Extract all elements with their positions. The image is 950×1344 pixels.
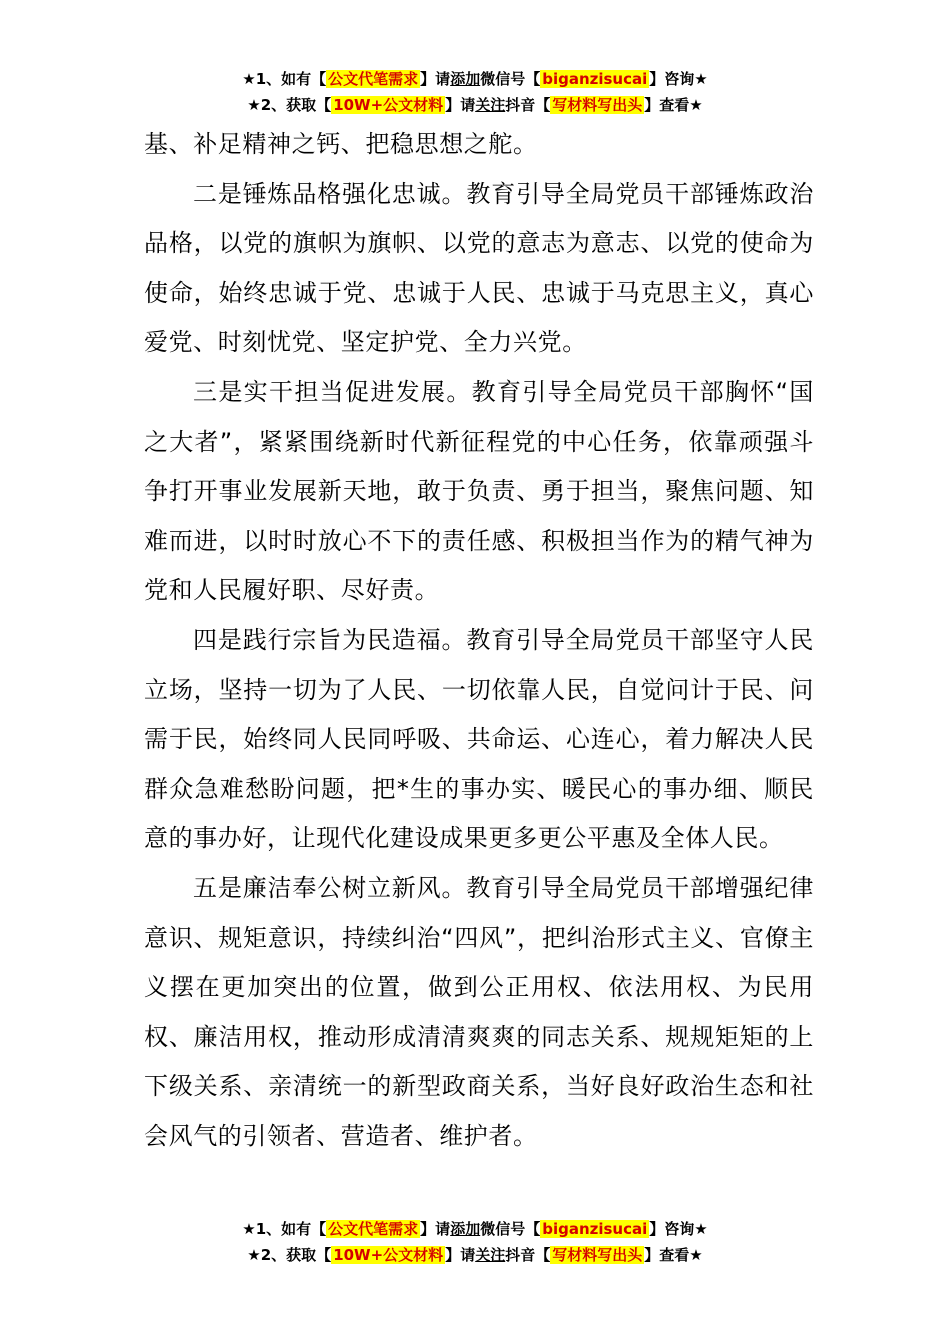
- banner-line-1: [0, 1216, 950, 1242]
- banner-highlight: 公文代笔需求: [328, 1220, 419, 1238]
- paragraph-continuation: 基、补足精神之钙、把稳思想之舵。: [144, 130, 538, 158]
- banner-text-underlined: 添加: [450, 70, 481, 88]
- banner-highlight: 10W+公文材料: [333, 96, 444, 114]
- banner-text: 抖音【: [505, 1246, 551, 1264]
- banner-text: ★2、获取【: [247, 96, 332, 114]
- banner-line-1: [0, 66, 950, 92]
- banner-text-underlined: 添加: [450, 1220, 481, 1238]
- banner-text: 】请: [420, 1220, 451, 1238]
- banner-text-underlined: 关注: [475, 1246, 506, 1264]
- banner-wechat-id: biganzisucai: [542, 70, 648, 88]
- banner-text: 】查看★: [644, 96, 703, 114]
- banner-text: 微信号【: [480, 70, 541, 88]
- header-banner: [0, 66, 950, 118]
- banner-highlight: 10W+公文材料: [333, 1246, 444, 1264]
- banner-text: 】请: [420, 70, 451, 88]
- paragraph-4: 四是践行宗旨为民造福。教育引导全局党员干部坚守人民立场，坚持一切为了人民、一切依靠人民，自觉问计于民、问需于民，始终同人民同呼吸、共命运、心连心，着力解决人民群众急难愁盼问题，把*生的事办实、暖民心的事办细、顺民意的事办好，让现代化建设成果更多更公平惠及全体人民。: [144, 625, 814, 853]
- banner-text: ★1、如有【: [242, 1220, 327, 1238]
- banner-douyin-account: 写材料写出头: [552, 96, 643, 114]
- banner-wechat-id: biganzisucai: [542, 1220, 648, 1238]
- banner-text-underlined: 关注: [475, 96, 506, 114]
- banner-highlight: 公文代笔需求: [328, 70, 419, 88]
- banner-text: 抖音【: [505, 96, 551, 114]
- banner-text: 】请: [445, 1246, 476, 1264]
- banner-douyin-account: 写材料写出头: [552, 1246, 643, 1264]
- banner-text: ★1、如有【: [242, 70, 327, 88]
- banner-text: 微信号【: [480, 1220, 541, 1238]
- banner-text: 】咨询★: [649, 70, 708, 88]
- paragraph-3: 三是实干担当促进发展。教育引导全局党员干部胸怀“国之大者”，紧紧围绕新时代新征程党的中心任务，依靠顽强斗争打开事业发展新天地，敢于负责、勇于担当，聚焦问题、知难而进，以时时放心不下的责任感、积极担当作为的精气神为党和人民履好职、尽好责。: [144, 377, 814, 605]
- banner-line-2: [0, 1242, 950, 1268]
- footer-banner: [0, 1216, 950, 1268]
- banner-line-2: [0, 92, 950, 118]
- paragraph-2: 二是锤炼品格强化忠诚。教育引导全局党员干部锤炼政治品格，以党的旗帜为旗帜、以党的意志为意志、以党的使命为使命，始终忠诚于党、忠诚于人民、忠诚于马克思主义，真心爱党、时刻忧党、坚定护党、全力兴党。: [144, 179, 814, 357]
- banner-text: 】查看★: [644, 1246, 703, 1264]
- paragraph-5: 五是廉洁奉公树立新风。教育引导全局党员干部增强纪律意识、规矩意识，持续纠治“四风”，把纠治形式主义、官僚主义摆在更加突出的位置，做到公正用权、依法用权、为民用权、廉洁用权，推动形成清清爽爽的同志关系、规规矩矩的上下级关系、亲清统一的新型政商关系，当好良好政治生态和社会风气的引领者、营造者、维护者。: [144, 873, 814, 1150]
- banner-text: ★2、获取【: [247, 1246, 332, 1264]
- banner-text: 】咨询★: [649, 1220, 708, 1238]
- document-body: [144, 120, 814, 1161]
- banner-text: 】请: [445, 96, 476, 114]
